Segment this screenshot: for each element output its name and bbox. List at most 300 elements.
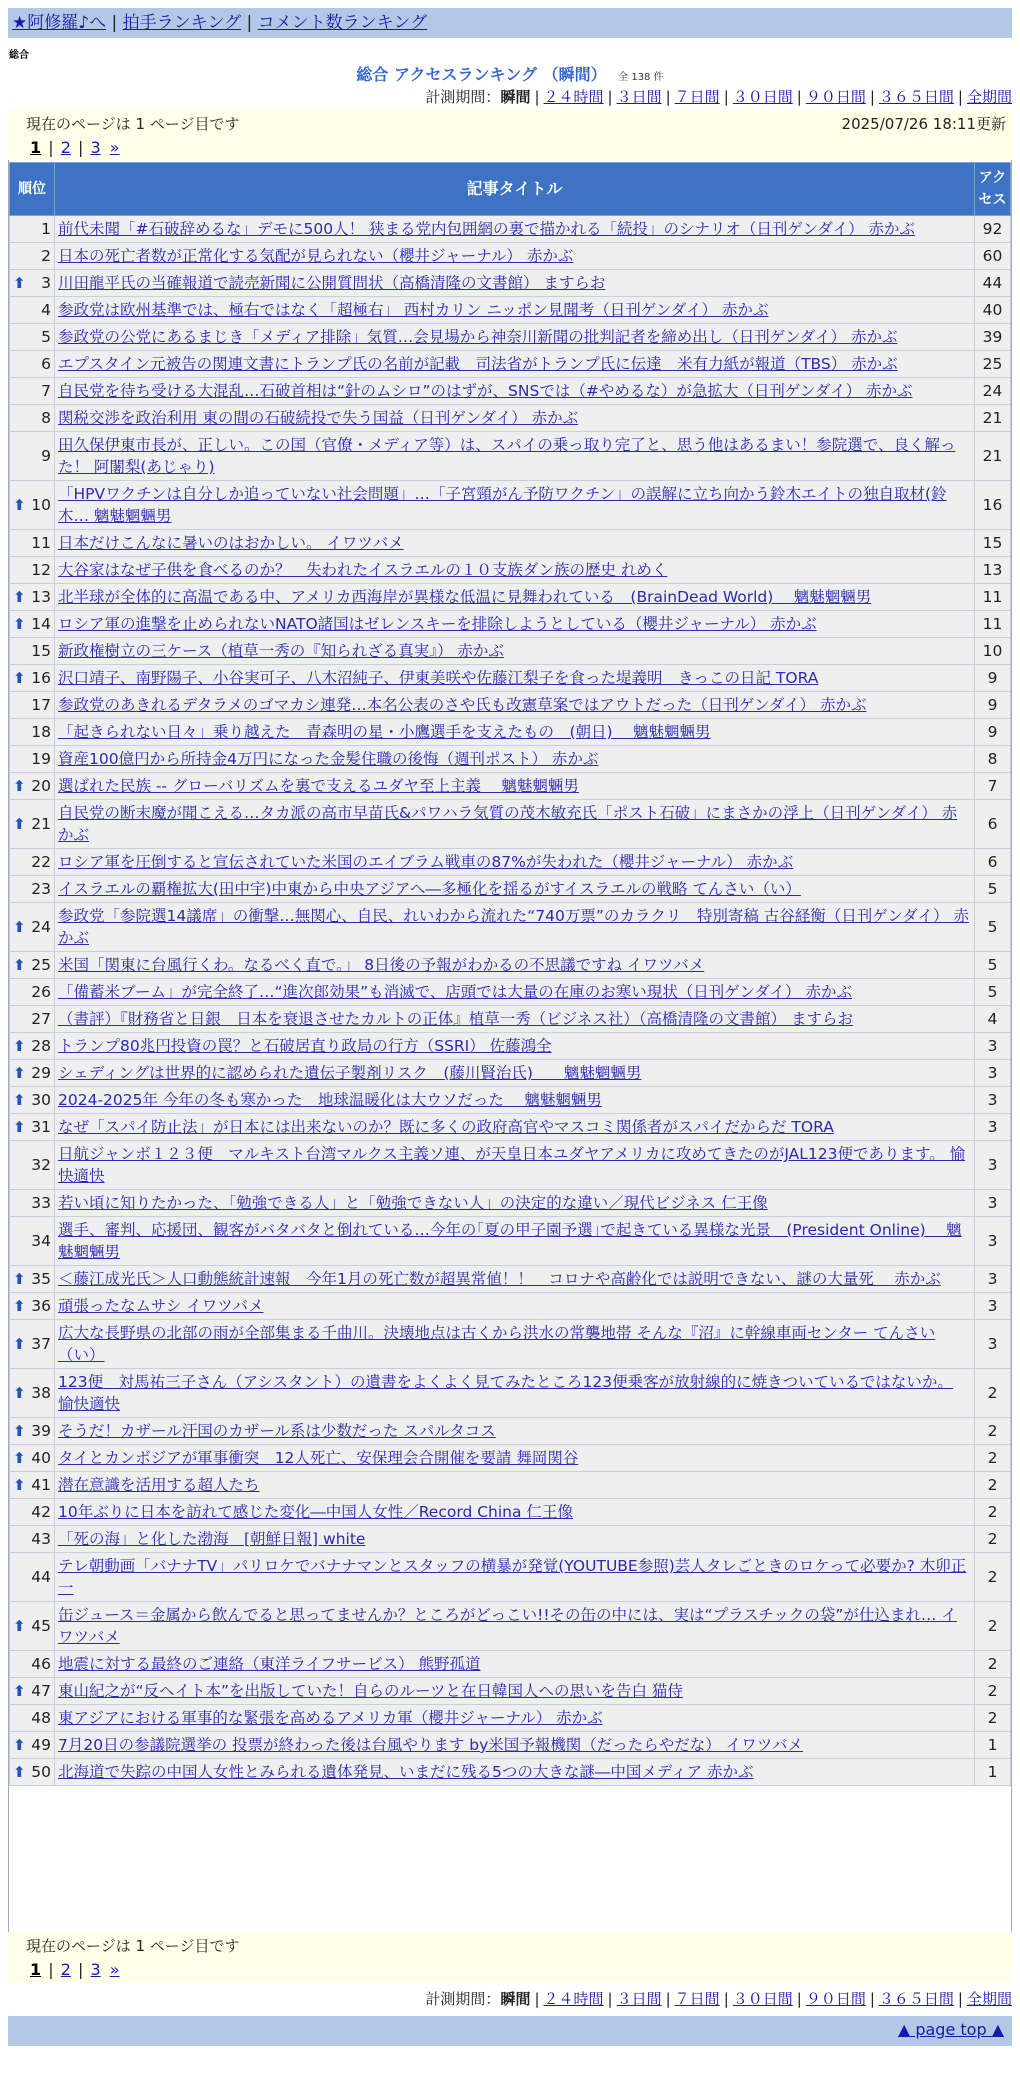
period-selector-top [425, 86, 1012, 107]
article-link[interactable]: 地震に対する最終のご連絡（東洋ライフサービス） 熊野孤道 [58, 1655, 481, 1673]
access-count: 9 [975, 719, 1011, 746]
title-cell [55, 876, 975, 903]
access-count: 10 [975, 638, 1011, 665]
pagination-bottom: 1 | 2 | 3 » [30, 1960, 120, 1979]
period-link[interactable]: ９０日間 [805, 1990, 866, 2008]
table-row [10, 849, 1011, 876]
article-link[interactable]: エプスタイン元被告の関連文書にトランプ氏の名前が記載 司法省がトランプ氏に伝達 米有力紙が報道（TBS） 赤かぶ [58, 355, 898, 373]
access-count: 5 [975, 876, 1011, 903]
page-next-link[interactable]: » [109, 1960, 120, 1979]
rank-number: 16 [31, 669, 51, 687]
table-row [10, 665, 1011, 692]
access-count: 13 [975, 557, 1011, 584]
title-cell [55, 1217, 975, 1266]
table-row [10, 243, 1011, 270]
rank-cell [10, 1114, 55, 1141]
rank-cell [10, 530, 55, 557]
rank-number: 37 [31, 1335, 51, 1353]
up-arrow-icon: ⬆ [13, 1682, 26, 1700]
up-arrow-icon: ⬆ [13, 1763, 26, 1781]
rank-cell [10, 1217, 55, 1266]
access-count: 5 [975, 903, 1011, 952]
access-count: 5 [975, 979, 1011, 1006]
table-row [10, 1217, 1011, 1266]
period-link[interactable]: ３０日間 [732, 1990, 793, 2008]
title-cell [55, 1114, 975, 1141]
table-row [10, 1602, 1011, 1651]
period-link[interactable]: ７日間 [674, 88, 720, 106]
page-info-top [8, 110, 1012, 160]
rank-number: 27 [31, 1010, 51, 1028]
period-link[interactable]: ２４時間 [543, 1990, 604, 2008]
table-row [10, 297, 1011, 324]
title-cell [55, 692, 975, 719]
rank-cell [10, 1732, 55, 1759]
access-count: 3 [975, 1190, 1011, 1217]
rank-number: 34 [31, 1232, 51, 1250]
up-arrow-icon: ⬆ [13, 777, 26, 795]
page-title-wrap [0, 62, 1020, 85]
access-count: 7 [975, 773, 1011, 800]
article-link[interactable]: 頑張ったなムサシ イワツバメ [58, 1297, 264, 1315]
rank-cell [10, 297, 55, 324]
rank-number: 15 [31, 642, 51, 660]
current-page-text: 現在のページは 1 ページ目です [26, 1937, 240, 1955]
table-row [10, 530, 1011, 557]
table-row [10, 979, 1011, 1006]
rank-cell [10, 324, 55, 351]
article-link[interactable]: イスラエルの覇権拡大(田中宇)中東から中央アジアへ―多極化を揺るがすイスラエルの戦略 てんさい（い） [58, 880, 801, 898]
access-count: 2 [975, 1418, 1011, 1445]
article-link[interactable]: タイとカンボジアが軍事衝突 12人死亡、安保理会合開催を要請 舞岡関谷 [58, 1449, 579, 1467]
table-row [10, 773, 1011, 800]
title-cell [55, 1293, 975, 1320]
table-row [10, 1651, 1011, 1678]
article-link[interactable]: 「備蓄米ブーム」が完全終了…“進次郎効果”も消滅で、店頭では大量の在庫のお寒い現状（日刊ゲンダイ） 赤かぶ [58, 983, 852, 1001]
updated-time: 2025/07/26 18:11更新 [841, 115, 1006, 133]
article-link[interactable]: ロシア軍の進撃を止められないNATO諸国はゼレンスキーを排除しようとしている（櫻井ジャーナル） 赤かぶ [58, 615, 817, 633]
article-link[interactable]: 自民党を待ち受ける大混乱…石破首相は“針のムシロ”のはずが、SNSでは（#やめるな）が急拡大（日刊ゲンダイ） 赤かぶ [58, 382, 913, 400]
title-cell [55, 1006, 975, 1033]
rank-number: 9 [41, 447, 51, 465]
up-arrow-icon: ⬆ [13, 1384, 26, 1402]
table-row [10, 1526, 1011, 1553]
table-row [10, 611, 1011, 638]
access-count: 3 [975, 1266, 1011, 1293]
up-arrow-icon: ⬆ [13, 956, 26, 974]
table-row [10, 719, 1011, 746]
table-row [10, 1114, 1011, 1141]
table-row [10, 800, 1011, 849]
nav-applause-ranking-link[interactable]: 拍手ランキング [122, 13, 242, 33]
page-link-3[interactable]: 3 [90, 1960, 101, 1979]
rank-number: 39 [31, 1422, 51, 1440]
rank-number: 49 [31, 1736, 51, 1754]
up-arrow-icon: ⬆ [13, 1335, 26, 1353]
table-row [10, 324, 1011, 351]
rank-number: 18 [31, 723, 51, 741]
page-title: 総合 アクセスランキング （瞬間） [356, 65, 607, 84]
article-link[interactable]: 「HPVワクチンは自分しか追っていない社会問題」…「子宮頸がん予防ワクチン」の誤解に立ち向かう鈴木エイトの独自取材(鈴木… 魑魅魍魎男 [58, 485, 947, 525]
rank-number: 26 [31, 983, 51, 1001]
access-count: 16 [975, 481, 1011, 530]
access-count: 3 [975, 1217, 1011, 1266]
title-cell [55, 903, 975, 952]
period-separator: | [957, 88, 963, 106]
article-link[interactable]: 大谷家はなぜ子供を食べるのか？ 失われたイスラエルの１０支族ダン族の歴史 れめく [58, 561, 668, 579]
article-link[interactable]: 日本だけこんなに暑いのはおかしい。 イワツバメ [58, 534, 404, 552]
article-link[interactable]: 川田龍平氏の当確報道で読売新聞に公開質問状（高橋清隆の文書館） ますらお [58, 274, 606, 292]
access-count: 11 [975, 584, 1011, 611]
article-link[interactable]: 缶ジュース＝金属から飲んでると思ってませんか？ところがどっこい!!その缶の中には、実は“プラスチックの袋”が仕込まれ… イワツバメ [58, 1606, 957, 1646]
page-next-link[interactable]: » [109, 138, 120, 157]
period-separator: | [534, 1990, 540, 2008]
rank-number: 45 [31, 1617, 51, 1635]
rank-cell [10, 1190, 55, 1217]
rank-header: 順位 [10, 163, 55, 216]
up-arrow-icon: ⬆ [13, 496, 26, 514]
title-cell [55, 432, 975, 481]
period-link[interactable]: ３６５日間 [878, 1990, 954, 2008]
period-link[interactable]: 全期間 [966, 1990, 1012, 2008]
table-row [10, 1705, 1011, 1732]
page-link-3[interactable]: 3 [90, 138, 101, 157]
article-link[interactable]: ロシア軍を圧倒すると宣伝されていた米国のエイブラム戦車の87%が失われた（櫻井ジャーナル） 赤かぶ [58, 853, 794, 871]
table-row [10, 1060, 1011, 1087]
table-row [10, 746, 1011, 773]
footer-bar [8, 2016, 1012, 2046]
access-count: 21 [975, 432, 1011, 481]
up-arrow-icon: ⬆ [13, 1476, 26, 1494]
article-link[interactable]: 「死の海」と化した渤海 [朝鮮日報] white [58, 1530, 366, 1548]
rank-cell [10, 481, 55, 530]
title-cell [55, 481, 975, 530]
title-cell [55, 405, 975, 432]
rank-number: 46 [31, 1655, 51, 1673]
title-cell [55, 1087, 975, 1114]
table-row [10, 1553, 1011, 1602]
period-separator: | [534, 88, 540, 106]
rank-number: 7 [41, 382, 51, 400]
current-page-text: 現在のページは 1 ページ目です [26, 115, 240, 133]
up-arrow-icon: ⬆ [13, 669, 26, 687]
title-cell [55, 638, 975, 665]
up-arrow-icon: ⬆ [13, 1736, 26, 1754]
access-count: 5 [975, 952, 1011, 979]
title-cell [55, 584, 975, 611]
nav-home-link[interactable]: ★阿修羅♪へ [12, 13, 107, 33]
rank-cell [10, 773, 55, 800]
rank-cell [10, 979, 55, 1006]
period-separator: | [607, 1990, 613, 2008]
rank-cell [10, 849, 55, 876]
rank-number: 50 [31, 1763, 51, 1781]
article-link[interactable]: 日航ジャンボ１２３便 マルキスト台湾マルクス主義ソ連、が天皇日本ユダヤアメリカに攻めてきたのがJAL123便であります。 愉快適快 [58, 1145, 966, 1185]
table-row [10, 378, 1011, 405]
access-count: 60 [975, 243, 1011, 270]
rank-cell [10, 1141, 55, 1190]
rank-number: 8 [41, 409, 51, 427]
access-count: 2 [975, 1472, 1011, 1499]
article-link[interactable]: テレ朝動画「バナナTV」パリロケでバナナマンとスタッフの横暴が発覚(YOUTUBE参照)芸人タレごときのロケって必要か? 木卯正一 [58, 1557, 967, 1597]
article-link[interactable]: 参政党のあきれるデタラメのゴマカシ連発…本名公表のさや氏も改憲草案ではアウトだった（日刊ゲンダイ） 赤かぶ [58, 696, 867, 714]
access-count: 1 [975, 1759, 1011, 1786]
rank-number: 40 [31, 1449, 51, 1467]
period-link[interactable]: ３日間 [616, 1990, 662, 2008]
table-row [10, 584, 1011, 611]
period-link[interactable]: ７日間 [674, 1990, 720, 2008]
article-link[interactable]: 123便 対馬祐三子さん（アシスタント）の遺書をよくよく見てみたところ123便乗客が放射線的に焼きついているではないか。 愉快適快 [58, 1373, 953, 1413]
title-cell [55, 1651, 975, 1678]
rank-number: 10 [31, 496, 51, 514]
title-cell [55, 611, 975, 638]
rank-cell [10, 1087, 55, 1114]
article-link[interactable]: 潜在意識を活用する超人たち [58, 1476, 260, 1494]
up-arrow-icon: ⬆ [13, 815, 26, 833]
rank-cell [10, 1266, 55, 1293]
rank-number: 3 [41, 274, 51, 292]
rank-cell [10, 876, 55, 903]
rank-cell [10, 1602, 55, 1651]
rank-number: 2 [41, 247, 51, 265]
table-row [10, 557, 1011, 584]
period-separator: | [869, 88, 875, 106]
rank-number: 13 [31, 588, 51, 606]
access-count: 24 [975, 378, 1011, 405]
rank-number: 19 [31, 750, 51, 768]
period-current: 瞬間 [500, 88, 531, 106]
rank-cell [10, 1445, 55, 1472]
article-link[interactable]: （書評）『財務省と日銀 日本を衰退させたカルトの正体』植草一秀（ビジネス社）（高橋清隆の文書館） ますらお [58, 1010, 853, 1028]
rank-cell [10, 270, 55, 297]
up-arrow-icon: ⬆ [13, 588, 26, 606]
up-arrow-icon: ⬆ [13, 1064, 26, 1082]
rank-cell [10, 1553, 55, 1602]
article-link[interactable]: 自民党の断末魔が聞こえる…タカ派の高市早苗氏&パワハラ気質の茂木敏充氏「ポスト石破」にまさかの浮上（日刊ゲンダイ） 赤かぶ [58, 804, 958, 844]
rank-cell [10, 1060, 55, 1087]
access-count: 3 [975, 1033, 1011, 1060]
rank-cell [10, 557, 55, 584]
title-cell [55, 1705, 975, 1732]
period-link[interactable]: 全期間 [966, 88, 1012, 106]
period-separator: | [723, 1990, 729, 2008]
category-label: 総合 [9, 50, 29, 61]
rank-number: 23 [31, 880, 51, 898]
article-link[interactable]: 関税交渉を政治利用 東の間の石破続投で失う国益（日刊ゲンダイ） 赤かぶ [58, 409, 579, 427]
title-cell [55, 1678, 975, 1705]
rank-number: 30 [31, 1091, 51, 1109]
table-row [10, 270, 1011, 297]
up-arrow-icon: ⬆ [13, 1037, 26, 1055]
rank-cell [10, 1033, 55, 1060]
title-cell [55, 1499, 975, 1526]
table-row [10, 481, 1011, 530]
access-count: 2 [975, 1526, 1011, 1553]
rank-number: 20 [31, 777, 51, 795]
article-link[interactable]: ＜藤江成光氏＞人口動態統計速報 今年1月の死亡数が超異常値！！ コロナや高齢化では説明できない、謎の大量死 赤かぶ [58, 1270, 941, 1288]
title-cell [55, 1602, 975, 1651]
article-link[interactable]: 参政党の公党にあるまじき「メディア排除」気質…会見場から神奈川新聞の批判記者を締め出し（日刊ゲンダイ） 赤かぶ [58, 328, 898, 346]
article-link[interactable]: 東アジアにおける軍事的な緊張を高めるアメリカ軍（櫻井ジャーナル） 赤かぶ [58, 1709, 603, 1727]
rank-cell [10, 952, 55, 979]
rank-cell [10, 692, 55, 719]
rank-number: 5 [41, 328, 51, 346]
access-count: 92 [975, 216, 1011, 243]
period-selector-bottom [425, 1988, 1012, 2009]
page-link-2[interactable]: 2 [60, 138, 71, 157]
article-link[interactable]: トランプ80兆円投資の罠？と石破居直り政局の行方（SSRI） 佐藤鴻全 [58, 1037, 552, 1055]
access-count: 4 [975, 1006, 1011, 1033]
period-separator: | [869, 1990, 875, 2008]
article-link[interactable]: 10年ぶりに日本を訪れて感じた変化―中国人女性／Record China 仁王像 [58, 1503, 573, 1521]
access-count: 2 [975, 1651, 1011, 1678]
access-header: アクセス [975, 163, 1011, 216]
article-link[interactable]: 田久保伊東市長が、正しい。この国（官僚・メディア等）は、スパイの乗っ取り完了と、思う他はあるまい！参院選で、良く解った！ 阿闍梨(あじゃり) [58, 436, 956, 476]
title-cell [55, 746, 975, 773]
rank-cell [10, 378, 55, 405]
rank-cell [10, 1293, 55, 1320]
article-link[interactable]: 東山紀之が“反ヘイト本”を出版していた！自らのルーツと在日韓国人への思いを告白 猫侍 [58, 1682, 683, 1700]
article-link[interactable]: 参政党「参院選14議席」の衝撃…無関心、自民、れいわから流れた“740万票”のカラクリ 特別寄稿 古谷経衡（日刊ゲンダイ） 赤かぶ [58, 907, 969, 947]
rank-cell [10, 611, 55, 638]
rank-cell [10, 903, 55, 952]
title-cell [55, 849, 975, 876]
rank-cell [10, 351, 55, 378]
article-link[interactable]: 7月20日の参議院選挙の 投票が終わった後は台風やります by米国予報機関（だったらやだな） イワツバメ [58, 1736, 803, 1754]
nav-separator: | [246, 13, 253, 33]
table-row [10, 1418, 1011, 1445]
rank-number: 43 [31, 1530, 51, 1548]
table-row [10, 432, 1011, 481]
rank-cell [10, 1418, 55, 1445]
title-cell [55, 1526, 975, 1553]
article-link[interactable]: 新政権樹立の三ケース（植草一秀の『知られざる真実』） 赤かぶ [58, 642, 504, 660]
rank-number: 29 [31, 1064, 51, 1082]
table-row [10, 351, 1011, 378]
access-count: 21 [975, 405, 1011, 432]
period-link[interactable]: ３６５日間 [878, 88, 954, 106]
period-current: 瞬間 [500, 1990, 531, 2008]
title-header: 記事タイトル [55, 163, 975, 216]
rank-number: 36 [31, 1297, 51, 1315]
rank-cell [10, 1678, 55, 1705]
article-link[interactable]: 資産100億円から所持金4万円になった金髪住職の後悔（週刊ポスト） 赤かぶ [58, 750, 599, 768]
access-count: 2 [975, 1445, 1011, 1472]
up-arrow-icon: ⬆ [13, 1270, 26, 1288]
title-cell [55, 1472, 975, 1499]
up-arrow-icon: ⬆ [13, 1422, 26, 1440]
title-cell [55, 800, 975, 849]
rank-cell [10, 216, 55, 243]
title-cell [55, 1732, 975, 1759]
access-count: 3 [975, 1293, 1011, 1320]
rank-cell [10, 719, 55, 746]
rank-cell [10, 665, 55, 692]
article-link[interactable]: そうだ！カザール汗国のカザール系は少数だった スパルタコス [58, 1422, 496, 1440]
access-count: 3 [975, 1087, 1011, 1114]
access-count: 44 [975, 270, 1011, 297]
rank-number: 14 [31, 615, 51, 633]
table-row [10, 903, 1011, 952]
rank-cell [10, 800, 55, 849]
title-cell [55, 1320, 975, 1369]
rank-number: 17 [31, 696, 51, 714]
nav-comment-ranking-link[interactable]: コメント数ランキング [257, 13, 428, 33]
article-link[interactable]: 選ばれた民族 -- グローバリズムを裏で支えるユダヤ至上主義 魑魅魍魎男 [58, 777, 579, 795]
period-link[interactable]: ２４時間 [543, 88, 604, 106]
title-cell [55, 773, 975, 800]
period-separator: | [796, 1990, 802, 2008]
rank-number: 44 [31, 1568, 51, 1586]
table-row [10, 405, 1011, 432]
article-link[interactable]: 北海道で失踪の中国人女性とみられる遺体発見、いまだに残る5つの大きな謎―中国メディア 赤かぶ [58, 1763, 754, 1781]
table-row [10, 1320, 1011, 1369]
access-count: 2 [975, 1499, 1011, 1526]
top-nav [8, 8, 1012, 38]
access-count: 1 [975, 1732, 1011, 1759]
table-row [10, 1033, 1011, 1060]
page-top-link[interactable]: ▲ page top ▲ [897, 2020, 1004, 2039]
article-link[interactable]: 前代未聞「#石破辞めるな」デモに500人！ 狭まる党内包囲網の裏で描かれる「続投」のシナリオ（日刊ゲンダイ） 赤かぶ [58, 220, 916, 238]
rank-cell [10, 1320, 55, 1369]
period-separator: | [665, 88, 671, 106]
title-cell [55, 270, 975, 297]
rank-cell [10, 405, 55, 432]
article-link[interactable]: 2024-2025年 今年の冬も寒かった 地球温暖化は大ウソだった 魑魅魍魎男 [58, 1091, 602, 1109]
title-cell [55, 1369, 975, 1418]
article-link[interactable]: 参政党は欧州基準では、極右ではなく「超極右」 西村カリン ニッポン見聞考（日刊ゲンダイ） 赤かぶ [58, 301, 769, 319]
period-link[interactable]: ３０日間 [732, 88, 793, 106]
title-cell [55, 1445, 975, 1472]
ranking-table [9, 162, 1011, 1786]
article-link[interactable]: 若い頃に知りたかった、「勉強できる人」と「勉強できない人」の決定的な違い／現代ビジネス 仁王像 [58, 1194, 768, 1212]
table-row [10, 1293, 1011, 1320]
rank-cell [10, 243, 55, 270]
article-link[interactable]: 日本の死亡者数が正常化する気配が見られない（櫻井ジャーナル） 赤かぶ [58, 247, 574, 265]
article-link[interactable]: シェディングは世界的に認められた遺伝子製剤リスク (藤川賢治氏) 魑魅魍魎男 [58, 1064, 642, 1082]
article-link[interactable]: 沢口靖子、南野陽子、小谷実可子、八木沼純子、伊東美咲や佐藤江梨子を食った堤義明 きっこの日記 TORA [58, 669, 819, 687]
rank-cell [10, 584, 55, 611]
rank-cell [10, 1369, 55, 1418]
period-separator: | [607, 88, 613, 106]
table-row [10, 692, 1011, 719]
title-cell [55, 216, 975, 243]
period-link[interactable]: ９０日間 [805, 88, 866, 106]
article-link[interactable]: 米国「関東に台風行くわ。なるべく直で。」 8日後の予報がわかるの不思議ですね イワツバメ [58, 956, 705, 974]
page-link-2[interactable]: 2 [60, 1960, 71, 1979]
rank-number: 24 [31, 918, 51, 936]
article-link[interactable]: 広大な長野県の北部の雨が全部集まる千曲川。決壊地点は古くから洪水の常襲地帯 そんな『沼』に幹線車両センター てんさい（い） [58, 1324, 936, 1364]
article-link[interactable]: なぜ「スパイ防止法」が日本には出来ないのか？既に多くの政府高官やマスコミ関係者がスパイだからだ TORA [58, 1118, 834, 1136]
table-row [10, 1141, 1011, 1190]
period-separator: | [723, 88, 729, 106]
title-cell [55, 378, 975, 405]
access-count: 8 [975, 746, 1011, 773]
article-link[interactable]: 選手、審判、応援団、観客がバタバタと倒れている…今年の｢夏の甲子園予選｣で起きている異様な光景 (President Online) 魑魅魍魎男 [58, 1221, 962, 1261]
period-link[interactable]: ３日間 [616, 88, 662, 106]
article-link[interactable]: 「起きられない日々」乗り越えた 青森明の星・小鷹選手を支えたもの (朝日) 魑魅魍魎男 [58, 723, 711, 741]
rank-number: 21 [31, 815, 51, 833]
article-link[interactable]: 北半球が全体的に高温である中、アメリカ西海岸が異様な低温に見舞われている (BrainDead World) 魑魅魍魎男 [58, 588, 872, 606]
page-info-bottom [8, 1932, 1012, 1982]
rank-cell [10, 1651, 55, 1678]
table-row [10, 1266, 1011, 1293]
access-count: 2 [975, 1705, 1011, 1732]
rank-number: 25 [31, 956, 51, 974]
title-cell [55, 1033, 975, 1060]
access-count: 3 [975, 1114, 1011, 1141]
rank-cell [10, 638, 55, 665]
